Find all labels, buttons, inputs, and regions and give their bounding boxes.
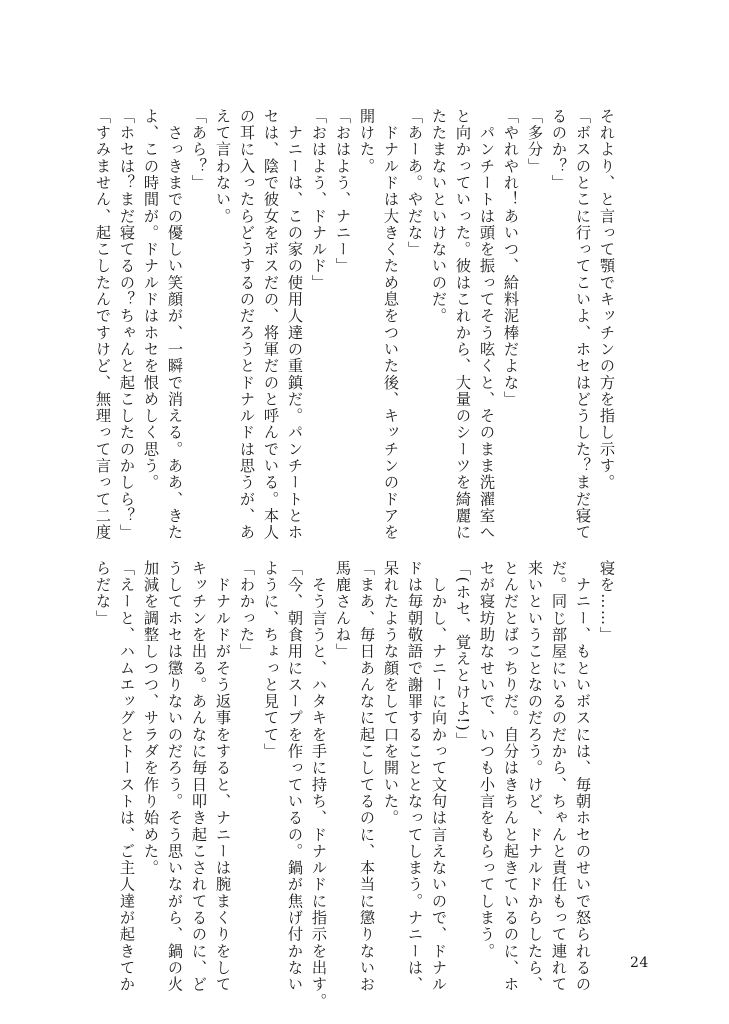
text-line: セが寝坊助なせいで、いつも小言をもらってしまう。 <box>478 560 496 960</box>
text-line: キッチンを出る。あんなに毎日叩き起こされてるのに、ど <box>190 560 208 993</box>
text-line: うしてホセは懲りないのだろう。そう思いながら、鍋の火 <box>166 560 184 993</box>
text-line: 「おはよう、ドナルド」 <box>310 108 328 292</box>
text-line: 開けた。 <box>358 108 376 175</box>
text-line: 「ホセは？まだ寝てるの？ちゃんと起こしたのかしら？」 <box>118 108 136 541</box>
text-line: 「えーと、ハムエッグとトーストは、ご主人達が起きてか <box>118 560 136 993</box>
text-line: ように、ちょっと見てて」 <box>262 560 280 760</box>
text-line: 「すみません、起こしたんですけど、無理って言って二度 <box>94 108 112 541</box>
text-line: ナニーは、この家の使用人達の重鎮だ。パンチートとホ <box>286 108 304 541</box>
text-line: 呆れたような顔をして口を開いた。 <box>382 560 400 827</box>
text-line: 馬鹿さんね」 <box>334 560 352 660</box>
text-line: 「今、朝食用にスープを作っているの。鍋が焦げ付かない <box>286 560 304 993</box>
text-line: 「多分」 <box>526 108 544 175</box>
text-line: だ。同じ部屋にいるのだから、ちゃんと責任もって連れて <box>550 560 568 993</box>
text-line: の耳に入ったらどうするのだろうとドナルドは思うが、あ <box>238 108 256 541</box>
text-line: 「ボスのとこに行ってこいよ、ホセはどうした？まだ寝て <box>574 108 592 541</box>
text-line: 「(ホセ、覚えとけよ!)」 <box>454 560 472 749</box>
text-line: よ、この時間が。ドナルドはホセを恨めしく思う。 <box>142 108 160 491</box>
text-line: 「やれやれ！あいつ、給料泥棒だよな」 <box>502 108 520 408</box>
text-line: 「あーあ。やだな」 <box>406 108 424 258</box>
upper-text-block <box>91 108 619 541</box>
text-line: 「まあ、毎日あんなに起こしてるのに、本当に懲りないお <box>358 560 376 993</box>
lower-text-block <box>91 560 619 1010</box>
text-line: ドナルドがそう返事をすると、ナニーは腕まくりをして <box>214 560 232 993</box>
text-line: 「あら？」 <box>190 108 208 192</box>
text-line: と向かっていった。彼はこれから、大量のシーツを綺麗に <box>454 108 472 541</box>
text-line: さっきまでの優しい笑顔が、一瞬で消える。ああ、きた <box>166 108 184 541</box>
text-line: そう言うと、ハタキを手に持ち、ドナルドに指示を出す。 <box>310 560 328 1010</box>
text-line: たたまないといけないのだ。 <box>430 108 448 325</box>
text-line: えて言わない。 <box>214 108 232 225</box>
text-line: パンチートは頭を振ってそう呟くと、そのまま洗濯室へ <box>478 108 496 541</box>
text-line: それより、と言って顎でキッチンの方を指し示す。 <box>598 108 616 491</box>
text-line: るのか？」 <box>550 108 568 192</box>
text-line: 「おはよう、ナニー」 <box>334 108 352 275</box>
text-line: ドは毎朝敬語で謝罪することとなってしまう。ナニーは、 <box>406 560 424 993</box>
text-line: とんだとばっちりだ。自分はきちんと起きているのに、ホ <box>502 560 520 993</box>
text-line: 「わかった」 <box>238 560 256 660</box>
text-line: セは、陰で彼女をボスだの、将軍だのと呼んでいる。本人 <box>262 108 280 541</box>
text-line: 寝を……」 <box>598 560 616 644</box>
text-line: 加減を調整しつつ、サラダを作り始めた。 <box>142 560 160 877</box>
text-line: しかし、ナニーに向かって文句は言えないので、ドナル <box>430 560 448 993</box>
text-line: ナニー、もといボスには、毎朝ホセのせいで怒られるの <box>574 560 592 993</box>
text-line: らだな」 <box>94 560 112 627</box>
text-line: ドナルドは大きくため息をついた後、キッチンのドアを <box>382 108 400 541</box>
page-number: 24 <box>630 955 649 971</box>
text-line: 来いということなのだろう。けど、ドナルドからしたら、 <box>526 560 544 993</box>
